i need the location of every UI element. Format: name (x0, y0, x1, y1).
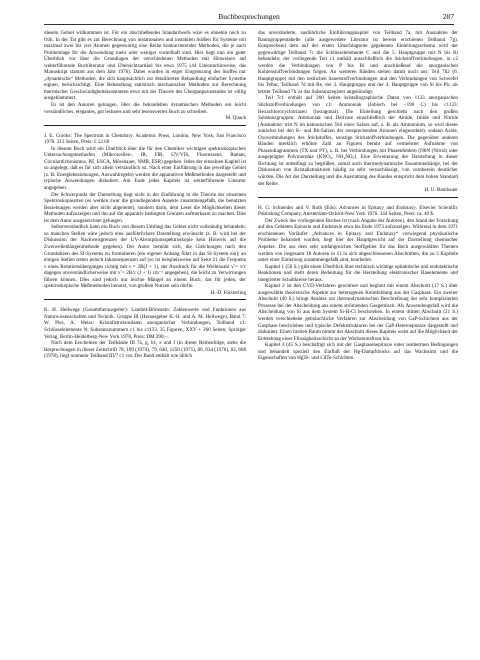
book-citation: K. H. Hellwege (Gesamtherausgeber): Landolt-Börnstein: Zahlenwerte und Funktionen aus Naturwissenschaften und Technik. Gruppe III (Herausgeber K.-H. und A. M. Hellwege), Band 7: W. Pies, A. Weiss: Kristallstrukturdaten anorganischer Verbindungen, Teilband c1: Schlüsselelemente N; Substanznummern c1 bis c1133. 35 Figuren, XXV + 260 Seiten; Springer Verlag, Berlin-Heidelberg-New York 1978, Preis: DM 290,–. (44, 307, 246, 340)
page-number: 287 (442, 12, 454, 21)
body-paragraph: Der Zweck des vorliegenden Buches ist (nach Angabe der Autoren), den Stand der Forschung auf den Gebieten Epitaxie und Endotaxie etwa bis Ende 1973 aufzuzeigen. Während in dem 1971 erschienenen Vorläufer „Advances in Epitaxy and Endotaxy“ vorwiegend physikalische Probleme behandelt wurden, liegt hier der Hauptgewicht auf der Darstellung chemischer Aspekte. Die aus dem sehr umfangreichen Stoffgebiet für das Buch ausgewählten Themen werden von insgesamt 18 Autoren in 11 in sich abgeschlossenen Abschnitten, die zu 5 Kapiteln unter einer Einleitung zusammengefaßt sind, bearbeitet. (258, 217, 458, 264)
left-column (44, 30, 246, 360)
book-citation: H. G. Schneider and V. Ruth (Eds): Advances in Epitaxy and Endotaxy. Elsevier Scientific Publishing Company, Amsterdam-Oxford-New York 1976. 344 Seiten, Preis: ca. 40 $. (258, 204, 458, 218)
body-paragraph: das unveränderte, ausführliche Einführungskapitel von Teilband 7a, mit Ausnahme der Raumgruppentabelle (alle ausgewertete Literatur ist bereits erschienen Teilband 7g). Entsprechend dem auf der ersten Umschlagseite gegebenen Einteilungsschema wird der gegenwärtige Teilband 7c die Schlüsselelemente C und die 5. Hauptgruppe mit N bis Bi behandeln; der vorliegende Teil c1 enthält ausschließlich die Stickstoffverbindungen, in c2 werden die Verbindungen von P bis Bi und anschließend die anorganischen Kohlenstoffverbindungen folgen. An weiteren Bänden stehen damit noch aus: Teil 7b2 (6. Hauptgruppe) mit den restlichen Sauerstoffverbindungen und den Verbindungen von Schwefel bis Tellur, Teilband 7d mit Be, der 3. Hauptgruppe und der 4. Hauptgruppe von Si bis Pb; als letzter Teilband 7h ist das Substanzregister angekündigt. (258, 30, 458, 95)
body-paragraph: Teil 7c1 enthält auf 260 Seiten kristallographische Daten von 1133 anorganischen Stickstoffverbindungen von c1: Ammoniak (Jobisch bei −196 C) bis c1133: Hexachlorocyclotriazen (hexagonal). Die Einteilung geschieht nach den großen Substanzgruppen: Ammoniak und Derivate einschließlich der Amide, Imide und Nitride (Ausnahme: tritt N im kationischen Teil eines Salzes auf, z. B. als Ammonium, so wird dieses zunächst bei den K- und Rb-Salzen der entsprechenden Anionen eingeordnet), sodann Azide, Oxoverbindungen des Stickstoffes, sonstige Stickstoffverbindungen. Die gegenüber anderen Bänden merklich erhöhte Zahl an Figuren beruht auf vermehrter Aufnahme von Phasendiagrammen (TX und PT), z. B. bei Verbindungen mit Phasenfeldern (NbN (Nitrid) oder ausgeprägter Polymorphie (KNO₃, NH₄NO₃). Eine Erweiterung der Darstellung in dieser Richtung ist unbedingt zu begrüßen, zumal auch thermodynamische Zusammenhänge, bei der Diskussion von Kristallstrukturen häufig zu sehr vernachlässigt, von vornherein deutlicher würden. Die Art der Darstellung und die Ausstattung des Bandes entspricht dem hohen Standard der Reihe. (258, 95, 458, 187)
body-paragraph: diesem Gebiet willkommen ist. Für ein abschließendes Standardwerk wäre es ohnehin noch zu früh. In der Tat gibt es zur Berechnung von instationären und instabilen Stößen für Systeme mit maximal zwei bis vier Atomen gegenwärtig eine Reihe konkurrierender Methoden, die je nach Problemlage für die Anwendung mehr oder weniger vorteilhaft sind. Hier liegt nun ein guter Überblick vor über die Grundlagen der verschiedenen Methoden mit Hinweisen auf weiterführende Buchliteratur und Übersichtsartikel bis etwa 1975 (44 Literaturhinweise, das Manuskript stammt aus dem Jahr 1976). Dabei wurden in enger Eingrenzung des Stoffes nur „dynamische“ Methoden, die sich hauptsächlich zur detaillierten Behandlung einfacher Systeme eignen, berücksichtigt. Eine Behandlung statistisch mechanischer Methoden zur Berechnung thermischer Geschwindigkeitskonstanten etwa mit der Theorie des Übergangszustandes ist völlig ausgeklammert. (44, 30, 246, 102)
body-paragraph: Nach dem Erscheinen der Teilbände III 7a, g, b1, e und f (in dieser Reihenfolge, siehe die Besprechungen in dieser Zeitschrift 78, 109 (1974), 79, 640, 1250 (1975), 80, 834 (1976), 82, 668 (1978), liegt nunmehr Teilband III/7 c1 vor. Der Band enthält wie üblich (44, 340, 246, 360)
section-title: Buchbesprechungen (218, 12, 280, 21)
body-paragraph: Es ist den Autoren gelungen, über die behandelten dynamischen Methoden ein leicht verständliches, elegantes, gut lesbares und sehr lesenswertes Buch zu schreiben. (44, 102, 246, 115)
running-header (44, 10, 454, 25)
body-paragraph: In diesem Buch wird ein Überblick über die für den Chemiker wichtigen spektroskopischen Untersuchungsmethoden (Mikrowellen-, IR, FIR, UV/VIS, Fluoreszenz, Raman, Circulardichroismus, PE, ESCA, Mössbauer, NMR, ESR) gegeben. Jedes der einzelnen Kapitel ist so angelegt, daß es für sich allein verständlich ist. Nach einer Einführung in das jeweilige Gebiet (z. B. Energiebeziehungen, Auswahlregeln) werden die apparativen Meßmethoden dargestellt und typische Anwendungen diskutiert. Am Ende jedes Kapitels ist weiterführende Literatur angegeben. (44, 145, 246, 192)
body-paragraph: Kapitel 3 (45 S.) beschäftigt sich mit der Gasphasenepitaxie unter isothermen Bedingungen und behandelt speziell den Einfluß der Hg-Dampfdrucks auf das Wachstum und die Eigenschaften von HgTe- und CdTe-Schichten. (258, 342, 458, 362)
right-column (258, 30, 458, 362)
reviewer-signature: H. U. Bambauer (424, 187, 458, 194)
body-paragraph: Selbstverständlich kann ein Buch von diesem Umfang das Gebiet nicht vollständig behandeln; so manchen Stellen wäre jedoch eine ausführlichere Darstellung erwünscht (z. B. wird bei der Diskussion der Nachweisgrenzen der UV-Absorptionsspektroskopie kein Hinweis auf die Zweiwellenlängenmethode gegeben). Der Autor bemüht sich, die Gleichungen nach den Grundsätzen des SI-Systems zu formulieren (ein eigener Anhang führt in das SI-System ein); an einigen Stellen treten jedoch Inkonsequenzen auf (so ist beispielsweise auf Seite 21 die Frequenz ν eines Rotationsüberganges richtig mit ν = 2B(J + 1), der Ausdruck für die Wellenzahl ν̃ = ν/c dagegen unverständlicherweise mit ν̃ = 2B/c (J + 1) cm⁻¹ angegeben), die leicht zu Verwirrungen führen können. Dies sind jedoch nur leichte Mängel an einem Buch, das für jeden, der spektroskopische Meßmethoden benutzt, von großem Nutzen sein dürfte. (44, 224, 246, 290)
book-citation: J. E. Crooks: The Spectrum in Chemistry. Academic Press, London, New York, San Francisco 1978. 313 Seiten, Preis: £ 12.60 (44, 132, 246, 146)
body-paragraph: Kapitel 2 ist den CVD-Verfahren gewidmet und beginnt mit einem Abschnitt (17 S.) über ausgewählte theoretische Aspekte zur heterogenen Keimbildung aus der Gasphase. Ein zweiter Abschnitt (40 S.) bringt Ansätze zur thermodynamischen Beschreibung der sehr komplizierten Prozesse bei der Abscheidung aus einem strömenden Gasgemisch. Als Anwendungsfall wird die Abscheidung von Si aus dem System Si-H-Cl beschrieben. In einem dritten Abschnitt (21 S.) werden verschiedene gebräuchliche Verfahren zur Abscheidung von GaP-Schichten aus der Gasphase beschrieben und typische Defektstrukturen bei der GaP-Heteroepitaxie dargestellt und diskutiert. Einen breiten Raum nimmt der Abschnitt dieses Kapitels weist auf die Möglichkeit der Entstehung einer Fliissigkeitsschicht an der Wachstumsfront hin. (258, 283, 458, 342)
review-divider (44, 299, 246, 300)
review-divider (44, 125, 246, 126)
review-divider (258, 197, 458, 198)
reviewer-signature: M. Quack (225, 115, 246, 122)
body-paragraph: Kapitel 1 (56 S.) gibt einen Überblick über technisch wichtige epitaktische und endotaktische Reaktionen und stellt deren Bedeutung für die Herstellung elektronischer Bauelemente und integrierter Schaltkreise heraus. (258, 263, 458, 283)
reviewer-signature: H.-D. Försterling (210, 289, 246, 296)
body-paragraph: Der Schwerpunkt der Darstellung liegt nicht in der Einführung in die Theorie der einzelnen Spektroskopiearten (es werden zwar die grundlegenden Aspekte zusammengefaßt, die benutzten Beziehungen werden aber nicht abgeleitet), sondern darin, dem Leser die Möglichkeiten dieser Methoden aufzuzeigen und ihn auf die apparativ bedingten Grenzen aufmerksam zu machen. Dies ist dem Autor ausgezeichnet gelungen. (44, 191, 246, 224)
